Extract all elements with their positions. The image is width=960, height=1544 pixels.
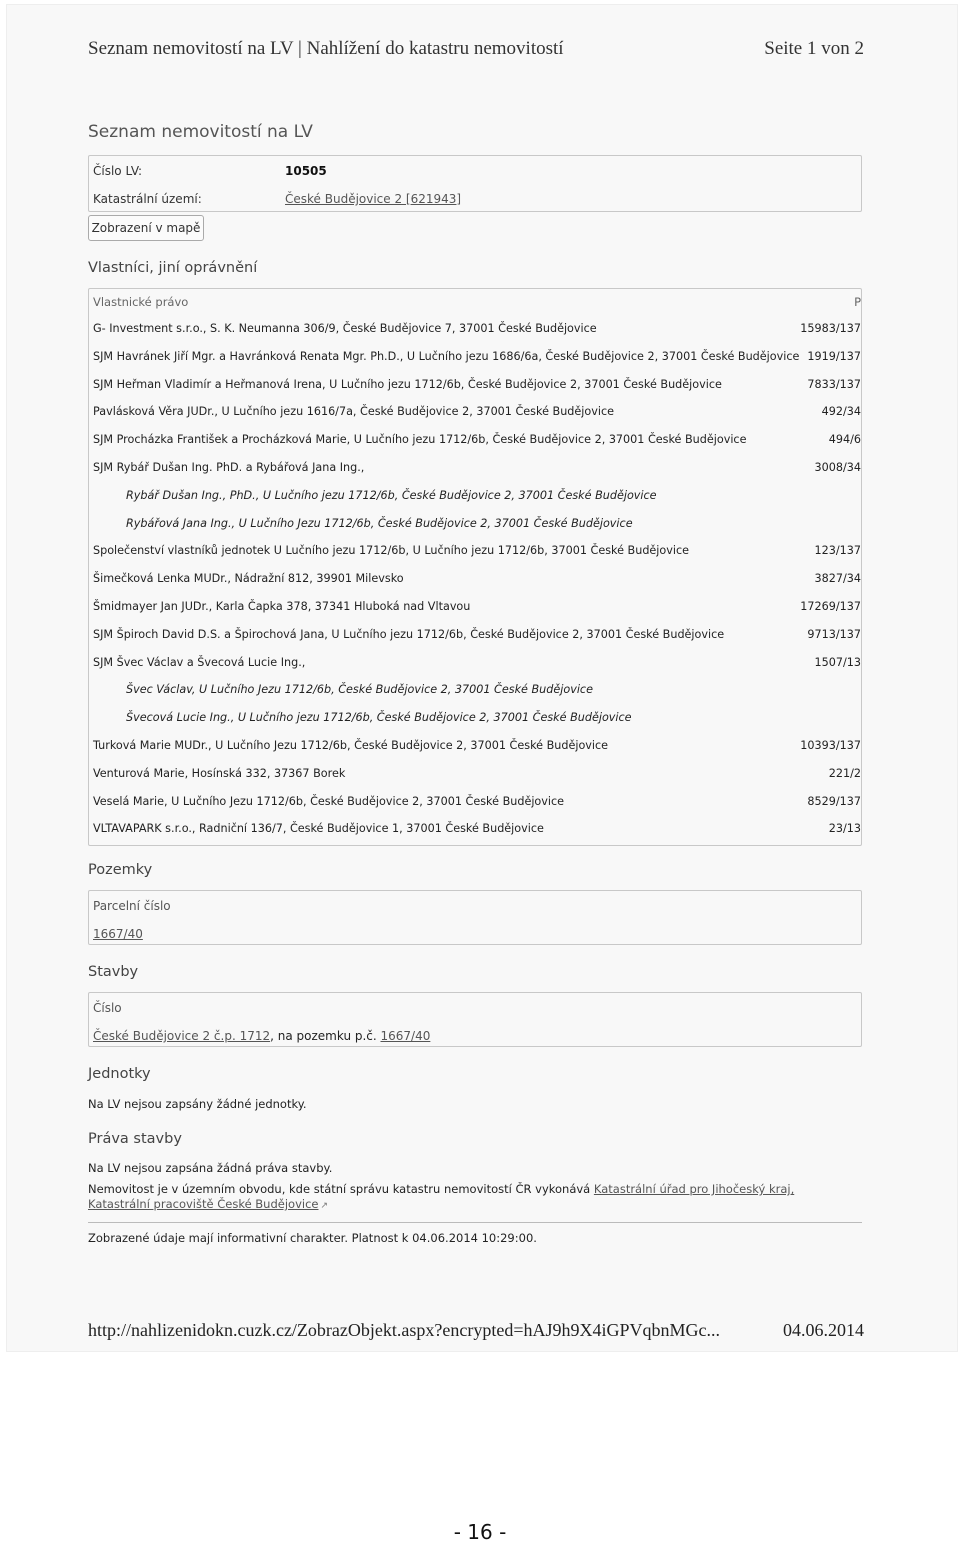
- owner-name: Pavlásková Věra JUDr., U Lučního jezu 1616/7a, České Budějovice 2, 37001 České Budějovice: [93, 405, 614, 419]
- jednotky-section-title: Jednotky: [88, 1066, 151, 1082]
- owner-name: SJM Švec Václav a Švecová Lucie Ing.,: [93, 655, 306, 669]
- owner-sub-row: [93, 711, 861, 729]
- owner-share: 123/137: [814, 544, 861, 558]
- owner-name: SJM Rybář Dušan Ing. PhD. a Rybářová Jana Ing.,: [93, 461, 365, 474]
- building-link[interactable]: České Budějovice 2 č.p. 1712: [93, 1029, 271, 1043]
- prava-stavby-text: Na LV nejsou zapsána žádná práva stavby.: [88, 1161, 333, 1175]
- print-footer-date: 04.06.2014: [783, 1320, 864, 1340]
- notice-text: Nemovitost je v územním obvodu, kde státní správu katastru nemovitostí ČR vykonává: [88, 1182, 594, 1196]
- pozemky-section-title: Pozemky: [88, 862, 153, 878]
- owner-share: 1507/13: [814, 655, 861, 669]
- owner-share: 7833/137: [807, 377, 861, 391]
- owner-name: SJM Procházka František a Procházková Marie, U Lučního jezu 1712/6b, České Budějovice 2, 37001 České Budějovice: [93, 433, 747, 447]
- owner-share: 1919/137: [807, 349, 861, 363]
- page-number: - 16 -: [453, 1520, 507, 1544]
- owner-row: [93, 322, 861, 340]
- owner-name: Společenství vlastníků jednotek U Lučního jezu 1712/6b, U Lučního jezu 1712/6b, 37001 České Budějovice: [93, 544, 690, 558]
- owner-share: 17269/137: [800, 600, 861, 613]
- owner-row: [93, 405, 861, 423]
- owner-name: Rybářová Jana Ing., U Lučního Jezu 1712/6b, České Budějovice 2, 37001 České Budějovice: [126, 516, 633, 530]
- validity-note: Zobrazené údaje mají informativní charakter. Platnost k 04.06.2014 10:29:00.: [88, 1231, 537, 1245]
- owner-name: VLTAVAPARK s.r.o., Radniční 136/7, České Budějovice 1, 37001 České Budějovice: [93, 822, 544, 836]
- on-parcel-text: , na pozemku p.č.: [270, 1029, 381, 1043]
- owner-share: 23/13: [828, 822, 861, 836]
- owner-name: Venturová Marie, Hosínská 332, 37367 Borek: [93, 766, 346, 780]
- owner-name: SJM Havránek Jiří Mgr. a Havránková Renata Mgr. Ph.D., U Lučního jezu 1686/6a, České Budějovice 2, 37001 České Budějovice: [93, 349, 800, 363]
- owner-share: 221/2: [828, 766, 861, 780]
- cadastral-office-link[interactable]: Katastrální úřad pro Jihočeský kraj, Katastrální pracoviště České Budějovice: [88, 1182, 795, 1211]
- parcel-number-link[interactable]: 1667/40: [93, 927, 143, 941]
- lv-number-value: 10505: [285, 164, 327, 178]
- owner-share: 3827/34: [814, 572, 861, 586]
- prava-stavby-section-title: Práva stavby: [88, 1131, 182, 1147]
- owner-name: Šimečková Lenka MUDr., Nádražní 812, 39901 Milevsko: [93, 572, 404, 586]
- owners-column-header: Vlastnické právo: [93, 295, 189, 309]
- owner-row: [93, 600, 861, 618]
- owner-row: [93, 350, 861, 368]
- owner-name: Rybář Dušan Ing., PhD., U Lučního jezu 1712/6b, České Budějovice 2, 37001 České Budějovice: [126, 488, 657, 502]
- owners-share-column-header: P: [854, 295, 861, 309]
- owner-row: [93, 378, 861, 396]
- show-on-map-button[interactable]: Zobrazení v mapě: [88, 215, 204, 241]
- building-number-header: Číslo: [93, 1001, 122, 1015]
- divider: [88, 1222, 862, 1223]
- owner-row: [93, 739, 861, 757]
- owner-row: [93, 628, 861, 646]
- cadastral-office-notice: [88, 1182, 848, 1214]
- owner-share: 15983/137: [800, 322, 861, 335]
- owner-sub-row: [93, 683, 861, 701]
- owner-name: Turková Marie MUDr., U Lučního Jezu 1712/6b, České Budějovice 2, 37001 České Budějovice: [93, 739, 609, 752]
- lv-info-box: [88, 155, 862, 212]
- owner-name: Šmidmayer Jan JUDr., Karla Čapka 378, 37341 Hluboká nad Vltavou: [93, 600, 471, 613]
- owner-share: 492/34: [821, 405, 861, 419]
- building-value: [93, 1029, 430, 1043]
- owner-row: [93, 433, 861, 451]
- owner-share: 10393/137: [800, 739, 861, 752]
- external-link-icon: ↗: [320, 1201, 329, 1211]
- cadastral-area-label: Katastrální území:: [93, 192, 202, 206]
- owner-share: 494/6: [828, 433, 861, 447]
- owner-share: 9713/137: [807, 627, 861, 641]
- lv-number-label: Číslo LV:: [93, 164, 143, 178]
- owner-share: 3008/34: [814, 461, 861, 474]
- owner-sub-row: [93, 517, 861, 535]
- parcel-number-header: Parcelní číslo: [93, 899, 171, 913]
- owner-row: [93, 544, 861, 562]
- print-footer-url: http://nahlizenidokn.cuzk.cz/ZobrazObjekt.aspx?encrypted=hAJ9h9X4iGPVqbnMGc...: [88, 1320, 720, 1340]
- owner-row: [93, 656, 861, 674]
- owner-row: [93, 795, 861, 813]
- owner-sub-row: [93, 489, 861, 507]
- owners-table: [88, 288, 862, 846]
- building-parcel-link[interactable]: 1667/40: [380, 1029, 431, 1043]
- owners-section-title: Vlastníci, jiní oprávnění: [88, 260, 258, 276]
- owner-name: G- Investment s.r.o., S. K. Neumanna 306/9, České Budějovice 7, 37001 České Budějovice: [93, 322, 597, 335]
- stavby-table: [88, 992, 862, 1047]
- cadastral-area-link[interactable]: České Budějovice 2 [621943]: [285, 192, 462, 206]
- owner-row: [93, 822, 861, 840]
- owner-name: Švec Václav, U Lučního Jezu 1712/6b, České Budějovice 2, 37001 České Budějovice: [126, 683, 593, 697]
- pozemky-table: [88, 890, 862, 945]
- page-title: Seznam nemovitostí na LV: [88, 122, 313, 142]
- owner-name: Veselá Marie, U Lučního Jezu 1712/6b, České Budějovice 2, 37001 České Budějovice: [93, 794, 565, 808]
- jednotky-text: Na LV nejsou zapsány žádné jednotky.: [88, 1097, 307, 1111]
- print-header-page: Seite 1 von 2: [764, 38, 864, 59]
- owner-row: [93, 767, 861, 785]
- print-header-title: Seznam nemovitostí na LV | Nahlížení do katastru nemovitostí: [88, 38, 564, 59]
- stavby-section-title: Stavby: [88, 964, 139, 980]
- owner-share: 8529/137: [807, 794, 861, 808]
- owner-name: SJM Špiroch David D.S. a Špirochová Jana, U Lučního jezu 1712/6b, České Budějovice 2, 37001 České Budějovice: [93, 627, 725, 641]
- owner-row: [93, 461, 861, 479]
- owner-row: [93, 572, 861, 590]
- owner-name: Švecová Lucie Ing., U Lučního jezu 1712/6b, České Budějovice 2, 37001 České Budějovice: [126, 711, 632, 725]
- owner-name: SJM Heřman Vladimír a Heřmanová Irena, U Lučního jezu 1712/6b, České Budějovice 2, 37001 České Budějovice: [93, 377, 722, 391]
